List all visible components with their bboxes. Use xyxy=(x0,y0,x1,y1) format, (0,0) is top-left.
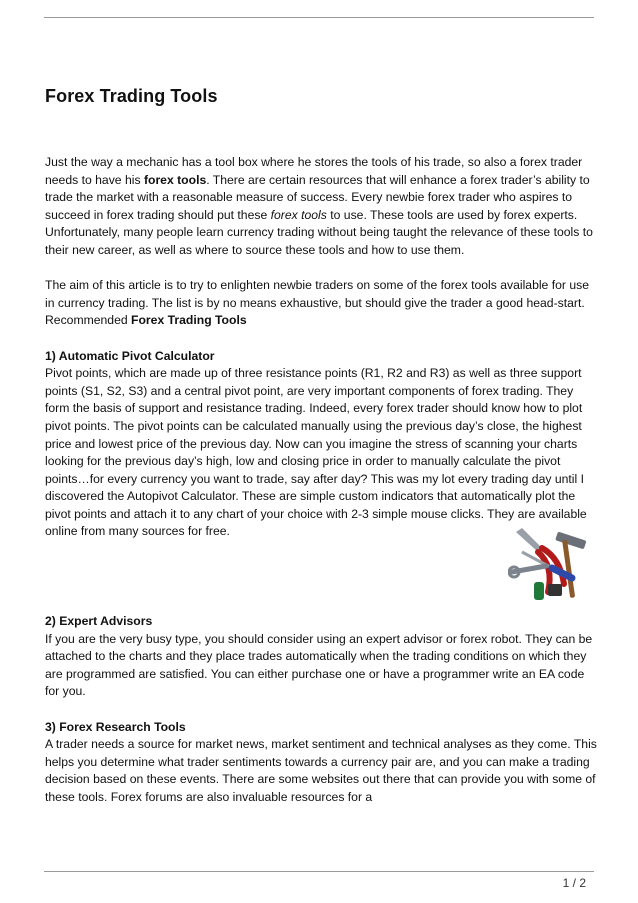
intro-text-3: to use. These tools are used by forex experts. Unfortunately, many people learn currency trading without being taught the relevance of these tools to their new career, as well as where to source these tools and how to use them. xyxy=(45,207,593,257)
recommended-prefix: Recommended xyxy=(45,313,132,328)
section-heading xyxy=(45,613,597,631)
intro-text-2: . There are certain resources that will enhance a forex trader’s ability to trade the market with a reasonable measure of success. Every newbie forex trader who aspires to succeed in forex trading should put these xyxy=(45,172,590,222)
recommended-bold: Forex Trading Tools xyxy=(131,313,247,328)
section-body: Pivot points, which are made up of three resistance points (R1, R2 and R3) as well as three support points (S1, S2, S3) and a central pivot point, are very important components of forex trading. They form the basis of support and resistance trading. Indeed, every forex trader should know how to plot pivot points. The pivot points can be calculated manually using the previous day’s close, the highest price and lowest price of the previous day. Now can you imagine the stress of scanning your charts looking for the previous day’s high, low and closing price in order to manually calculate the pivot points…for every currency you want to trade, say after day? This was my lot every trading day until I discovered the Autopivot Calculator. These are simple custom indicators that automatically plot the pivot points and attach it to any chart of your choice with 2-3 simple mouse clicks. They are available online from many sources for free. xyxy=(45,366,587,539)
section-1-heading-text: 1) Automatic Pivot Calculator xyxy=(45,348,215,363)
tools-illustration xyxy=(508,522,598,606)
aim-paragraph: The aim of this article is to try to enlighten newbie traders on some of the forex tools available for use in currency trading. The list is by no means exhaustive, but should give the trader a good head-start. xyxy=(45,278,589,310)
page-number: 1 / 2 xyxy=(562,876,586,890)
bottom-rule xyxy=(44,871,594,872)
section-heading xyxy=(45,719,597,737)
intro-bold-forex-tools: forex tools xyxy=(143,172,207,187)
intro-paragraph xyxy=(45,154,597,260)
top-rule xyxy=(44,17,594,18)
section-body: If you are the very busy type, you should consider using an expert advisor or forex robot. They can be attached to the charts and they place trades automatically when the trading conditions on which they are programmed are satisfied. You can either purchase one or have a programmer write an EA code for you. xyxy=(45,631,593,699)
page-title: Forex Trading Tools xyxy=(45,86,218,106)
section-body: A trader needs a source for market news, market sentiment and technical analyses as they come. This helps you determine what trader sentiments towards a currency pair are, and you can make a trading decision based on these events. There are some websites out there that can provide you with some of these tools. Forex forums are also invaluable resources for a xyxy=(45,737,597,804)
intro-text-1: Just the way a mechanic has a tool box where he stores the tools of his trade, so also a forex trader needs to have his xyxy=(45,155,583,187)
section-2-heading-text: 2) Expert Advisors xyxy=(45,614,153,629)
intro-italic-forex-tools: forex tools xyxy=(270,207,327,222)
recommended-line xyxy=(45,312,597,330)
wrench-icon xyxy=(509,566,546,577)
section-heading xyxy=(45,348,597,366)
section-3-heading-text: 3) Forex Research Tools xyxy=(45,719,186,734)
article-body xyxy=(45,154,597,807)
